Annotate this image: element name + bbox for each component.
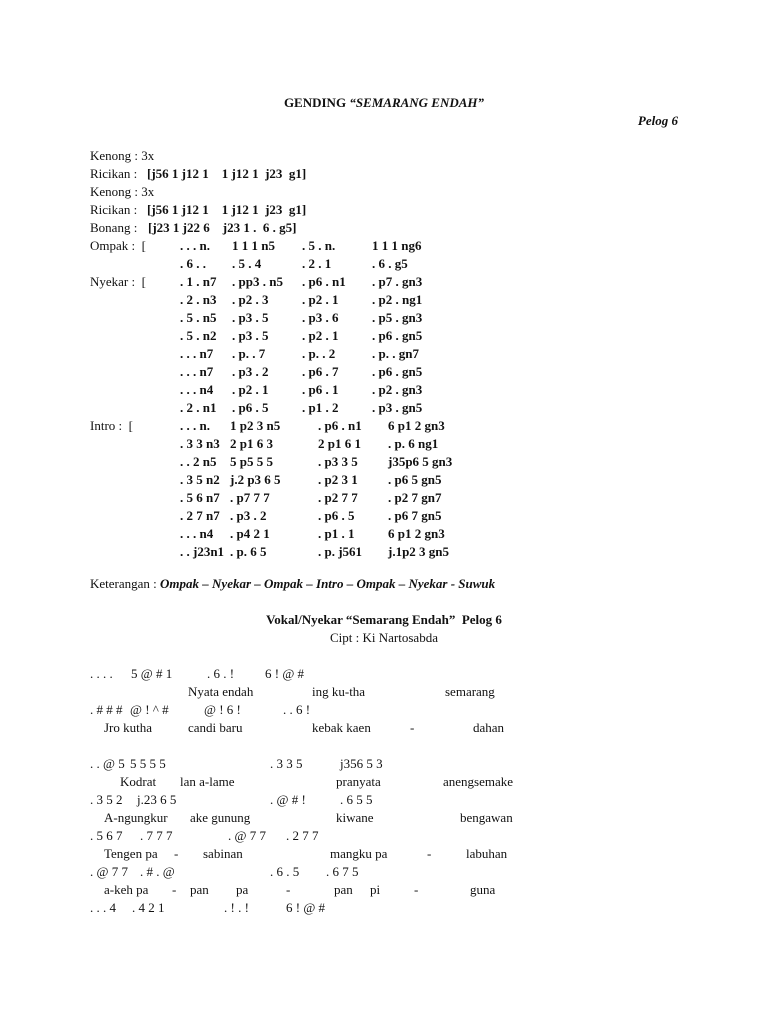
- vocal-notation: @ ! 6 !: [204, 702, 241, 717]
- gatra: . p6 . 5: [232, 400, 269, 415]
- vocal-notation: . @ 7 7: [90, 864, 128, 879]
- title-main: “SEMARANG ENDAH”: [349, 95, 485, 110]
- gatra: . p6 . 5: [318, 508, 355, 523]
- title-prefix: GENDING: [283, 95, 350, 110]
- notation-balungan: [j56 1 j12 1 1 j12 1 j23 g1]: [147, 202, 307, 217]
- gatra: . . . n4: [180, 526, 214, 541]
- gatra: . p3 . 6: [302, 310, 339, 325]
- lyric-word: a-keh pa: [104, 882, 149, 897]
- gatra: . 2 7 n7: [180, 508, 220, 523]
- gatra: . p2 . 1: [302, 292, 339, 307]
- gatra: . 1 . n7: [180, 274, 217, 289]
- gatra: . p2 3 1: [318, 472, 358, 487]
- gatra: . p5 . gn3: [372, 310, 423, 325]
- vocal-notation: . @ # !: [270, 792, 306, 807]
- gatra: . p2 7 7: [318, 490, 358, 505]
- vocal-notation: . 3 3 5: [270, 756, 303, 771]
- lyric-word: candi baru: [188, 720, 243, 735]
- vocal-notation: 5 @ # 1: [131, 666, 173, 681]
- gatra: . 3 3 n3: [180, 436, 220, 451]
- vocal-notation: . @ 7 7: [228, 828, 266, 843]
- lyric-word: Jro kutha: [104, 720, 153, 735]
- gatra: . . . n4: [180, 382, 214, 397]
- gatra: . p2 7 gn7: [388, 490, 442, 505]
- vocal-notation: . # . @: [140, 864, 175, 879]
- vocal-notation: . 3 5 2: [90, 792, 123, 807]
- lyric-word: -: [414, 882, 419, 897]
- laras-label: Pelog 6: [637, 113, 678, 128]
- vocal-notation: . . . .: [90, 666, 113, 681]
- gatra: 2 p1 6 3: [230, 436, 273, 451]
- vocal-notation: 6 ! @ #: [265, 666, 305, 681]
- lyric-word: -: [410, 720, 415, 735]
- section-label: Nyekar : [: [90, 274, 146, 289]
- gatra: . p. 6 5: [230, 544, 267, 559]
- notation-label: Kenong : 3x: [90, 184, 155, 199]
- lyric-word: A-ngungkur: [104, 810, 168, 825]
- lyric-word: mangku pa: [330, 846, 388, 861]
- gatra: . 3 5 n2: [180, 472, 220, 487]
- vocal-notation: . 5 6 7: [90, 828, 123, 843]
- gatra: . p7 7 7: [230, 490, 270, 505]
- gatra: . p4 2 1: [230, 526, 270, 541]
- lyric-word: guna: [470, 882, 496, 897]
- lyric-word: -: [427, 846, 432, 861]
- gatra: j.1p2 3 gn5: [388, 544, 450, 559]
- vocal-notation: . # # #: [90, 702, 123, 717]
- vocal-notation: . ! . !: [224, 900, 249, 915]
- gatra: . 6 . g5: [372, 256, 408, 271]
- gatra: j.2 p3 6 5: [230, 472, 281, 487]
- gatra: 1 1 1 ng6: [372, 238, 422, 253]
- lyric-word: ing ku-tha: [312, 684, 366, 699]
- vocal-notation: . 6 . 5: [270, 864, 300, 879]
- gatra: . p6 . gn5: [372, 328, 423, 343]
- gatra: 6 p1 2 gn3: [388, 418, 445, 433]
- gatra: . p6 . n1: [302, 274, 346, 289]
- notation-label: Kenong : 3x: [90, 148, 155, 163]
- lyric-word: Tengen pa: [104, 846, 158, 861]
- gatra: 1 1 1 n5: [232, 238, 275, 253]
- gatra: . 6 . .: [180, 256, 206, 271]
- section-label: Intro : [: [90, 418, 133, 433]
- page-title: [0, 95, 768, 111]
- lyric-word: ake gunung: [190, 810, 251, 825]
- vocal-notation: j.23 6 5: [137, 792, 177, 807]
- notation-label: Ricikan :: [90, 202, 141, 217]
- gatra: 2 p1 6 1: [318, 436, 361, 451]
- gatra: . p3 . gn5: [372, 400, 423, 415]
- gatra: . p2 . 3: [232, 292, 269, 307]
- gatra: . p2 . gn3: [372, 382, 423, 397]
- gatra: . p2 . ng1: [372, 292, 423, 307]
- gatra: j35p6 5 gn3: [388, 454, 453, 469]
- vocal-notation: . . 6 !: [283, 702, 311, 717]
- gatra: . p. j561: [318, 544, 363, 559]
- gatra: . p6 7 gn5: [388, 508, 442, 523]
- vokal-title: Vokal/Nyekar “Semarang Endah” Pelog 6: [266, 612, 502, 627]
- gatra: . p. . 7: [232, 346, 266, 361]
- gatra: . p2 . 1: [302, 328, 339, 343]
- gatra: . p6 . n1: [318, 418, 362, 433]
- lyric-word: Kodrat: [120, 774, 157, 789]
- gatra: . p3 . 5: [232, 310, 269, 325]
- gatra: 5 p5 5 5: [230, 454, 273, 469]
- gatra: . p. 6 ng1: [388, 436, 439, 451]
- gatra: . p3 3 5: [318, 454, 358, 469]
- vocal-notation: @ ! ^ #: [130, 702, 169, 717]
- vocal-notation: . 6 . !: [207, 666, 235, 681]
- vocal-notation: 6 ! @ #: [286, 900, 326, 915]
- gatra: . 5 . 4: [232, 256, 262, 271]
- gatra: . 5 . n5: [180, 310, 217, 325]
- keterangan: [90, 576, 495, 592]
- vocal-notation: . 6 7 5: [326, 864, 359, 879]
- vocal-notation: . 4 2 1: [132, 900, 165, 915]
- vocal-notation: . . . 4: [90, 900, 116, 915]
- notation-balungan: [j23 1 j22 6 j23 1 . 6 . g5]: [148, 220, 297, 235]
- gatra: . p. . gn7: [372, 346, 419, 361]
- lyric-word: kiwane: [336, 810, 374, 825]
- lyric-word: -: [174, 846, 179, 861]
- gatra: . . j23n1: [180, 544, 225, 559]
- lyric-word: lan a-lame: [180, 774, 235, 789]
- lyric-word: pan: [334, 882, 353, 897]
- gatra: . . . n7: [180, 364, 214, 379]
- gatra: . p7 . gn3: [372, 274, 423, 289]
- gatra: . . 2 n5: [180, 454, 217, 469]
- vocal-notation: . 2 7 7: [286, 828, 319, 843]
- vocal-notation: . 6 5 5: [340, 792, 373, 807]
- lyric-word: bengawan: [460, 810, 513, 825]
- vokal-composer: Cipt : Ki Nartosabda: [330, 630, 438, 645]
- gatra: . 5 . n2: [180, 328, 217, 343]
- gatra: . p1 . 1: [318, 526, 355, 541]
- lyric-word: -: [172, 882, 177, 897]
- lyric-word: dahan: [473, 720, 505, 735]
- vocal-notation: j356 5 3: [340, 756, 383, 771]
- lyric-word: pa: [236, 882, 249, 897]
- lyric-word: anengsemake: [443, 774, 514, 789]
- gatra: 6 p1 2 gn3: [388, 526, 445, 541]
- lyric-word: pan: [190, 882, 209, 897]
- keterangan-label: Keterangan :: [90, 576, 161, 591]
- lyric-word: labuhan: [466, 846, 508, 861]
- gatra: . . . n.: [180, 418, 210, 433]
- lyric-word: sabinan: [203, 846, 243, 861]
- lyric-word: Nyata endah: [188, 684, 254, 699]
- gatra: . p2 . 1: [232, 382, 269, 397]
- gatra: . p3 . 2: [230, 508, 267, 523]
- section-label: Ompak : [: [90, 238, 146, 253]
- notation-label: Ricikan :: [90, 166, 141, 181]
- gatra: . 2 . n3: [180, 292, 217, 307]
- lyric-word: kebak kaen: [312, 720, 371, 735]
- gatra: . p1 . 2: [302, 400, 339, 415]
- keterangan-value: Ompak – Nyekar – Ompak – Intro – Ompak – Nyekar - Suwuk: [160, 576, 496, 591]
- lyric-word: pi: [370, 882, 381, 897]
- gatra: . 5 6 n7: [180, 490, 220, 505]
- gatra: . 2 . 1: [302, 256, 332, 271]
- vocal-notation: . . @ 5: [90, 756, 125, 771]
- gatra: . . . n.: [180, 238, 210, 253]
- lyric-word: -: [286, 882, 291, 897]
- vocal-notation: 5 5 5 5: [130, 756, 166, 771]
- gatra: . p3 . 5: [232, 328, 269, 343]
- notation-balungan: [j56 1 j12 1 1 j12 1 j23 g1]: [147, 166, 307, 181]
- gatra: . p6 . gn5: [372, 364, 423, 379]
- gatra: . 5 . n.: [302, 238, 336, 253]
- gatra: . p6 5 gn5: [388, 472, 442, 487]
- gatra: . pp3 . n5: [232, 274, 283, 289]
- gatra: . p. . 2: [302, 346, 336, 361]
- notation-label: Bonang :: [90, 220, 141, 235]
- gatra: . . . n7: [180, 346, 214, 361]
- lyric-word: pranyata: [336, 774, 381, 789]
- lyric-word: semarang: [445, 684, 495, 699]
- gatra: . p3 . 2: [232, 364, 269, 379]
- gatra: . 2 . n1: [180, 400, 217, 415]
- gatra: . p6 . 7: [302, 364, 339, 379]
- gatra: . p6 . 1: [302, 382, 339, 397]
- gatra: 1 p2 3 n5: [230, 418, 281, 433]
- vocal-notation: . 7 7 7: [140, 828, 173, 843]
